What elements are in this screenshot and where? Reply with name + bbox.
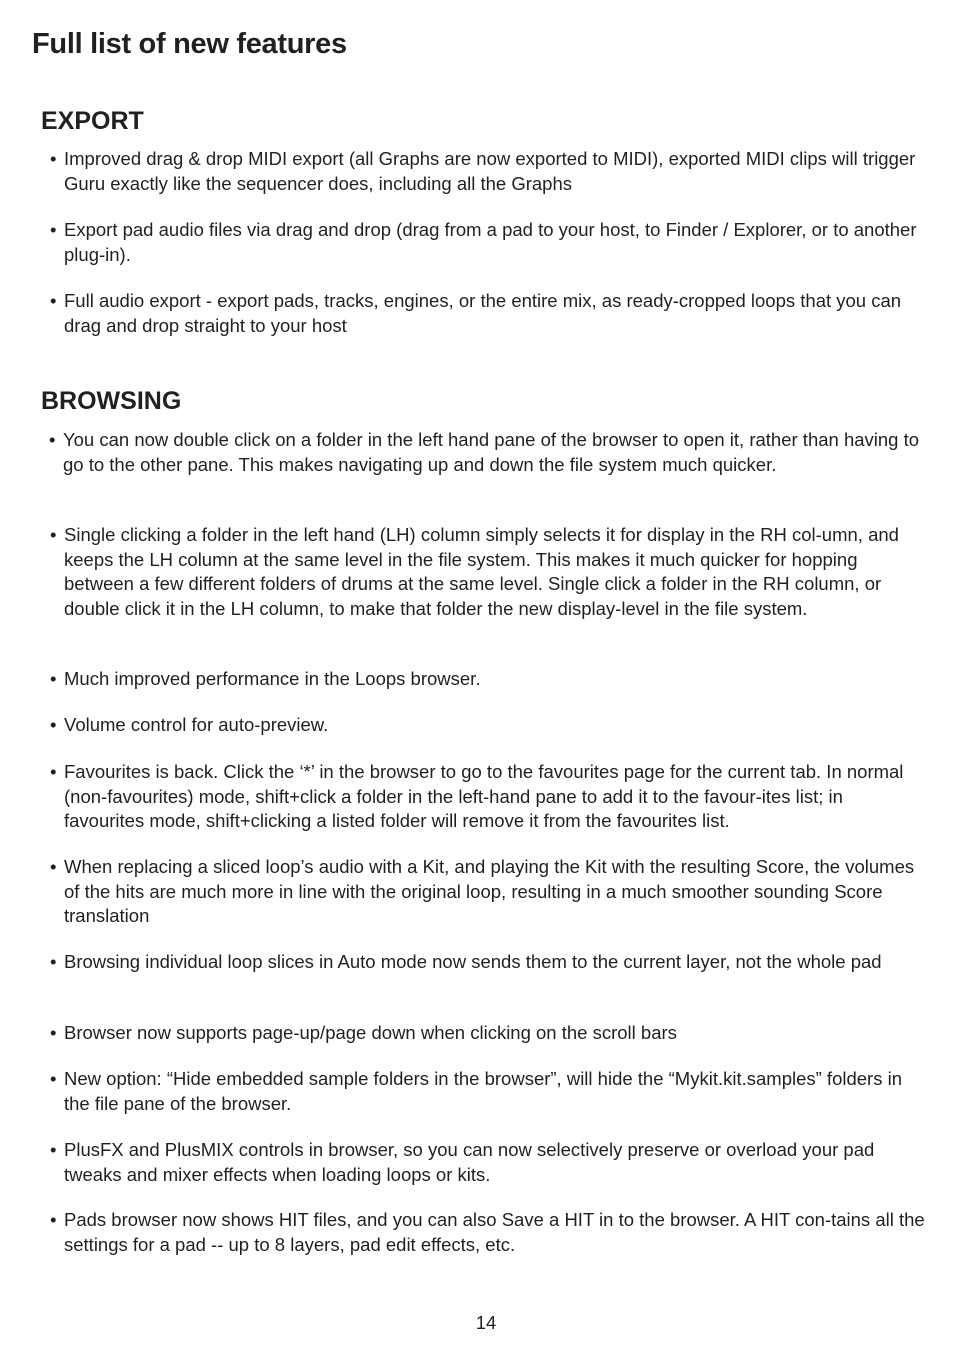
list-item-text: Export pad audio files via drag and drop (drag from a pad to your host, to Finder / Explorer, or to another plug-in). <box>64 219 917 265</box>
section-heading-browsing: BROWSING <box>41 387 182 415</box>
bullet-icon: • <box>50 290 57 311</box>
list-item <box>50 523 925 622</box>
list-item-text: You can now double click on a folder in the left hand pane of the browser to open it, rather than having to go to the other pane. This makes navigating up and down the file system much quicker. <box>63 429 920 475</box>
list-item <box>50 1208 925 1257</box>
list-item <box>50 1138 925 1187</box>
list-item <box>50 1067 925 1116</box>
list-item <box>50 218 925 267</box>
bullet-icon: • <box>50 761 57 782</box>
bullet-icon: • <box>50 856 57 877</box>
list-item-text: Pads browser now shows HIT files, and you can also Save a HIT in to the browser. A HIT con-tains all the settings for a pad -- up to 8 layers, pad edit effects, etc. <box>64 1209 925 1255</box>
bullet-icon: • <box>49 429 56 450</box>
list-item-text: Favourites is back. Click the ‘*’ in the browser to go to the favourites page for the current tab. In normal (non-favourites) mode, shift+click a folder in the left-hand pane to add it to the favour-ites list; in favourites mode, shift+clicking a listed folder will remove it from the favourites list. <box>64 761 904 832</box>
list-item-text: Improved drag & drop MIDI export (all Graphs are now exported to MIDI), exported MIDI clips will trigger Guru exactly like the sequencer does, including all the Graphs <box>64 148 916 194</box>
list-item-text: New option: “Hide embedded sample folders in the browser”, will hide the “Mykit.kit.samples” folders in the file pane of the browser. <box>64 1068 902 1114</box>
bullet-icon: • <box>50 951 57 972</box>
bullet-icon: • <box>50 1022 57 1043</box>
list-item <box>50 855 925 929</box>
bullet-icon: • <box>50 524 57 545</box>
list-item-text: Single clicking a folder in the left hand (LH) column simply selects it for display in the RH col-umn, and keeps the LH column at the same level in the file system. This makes it much quicker for hopping between a few different folders of drums at the same level. Single click a folder in the RH column, or double click it in the LH column, to make that folder the new display-level in the file system. <box>64 524 899 620</box>
list-item-text: PlusFX and PlusMIX controls in browser, so you can now selectively preserve or overload your pad tweaks and mixer effects when loading loops or kits. <box>64 1139 875 1185</box>
list-item-text: Browser now supports page-up/page down when clicking on the scroll bars <box>64 1022 677 1043</box>
list-item-text: Volume control for auto-preview. <box>64 714 329 735</box>
list-item <box>50 713 925 738</box>
list-item-text: Full audio export - export pads, tracks, engines, or the entire mix, as ready-cropped loops that you can drag and drop straight to your host <box>64 290 902 336</box>
section-heading-export: EXPORT <box>41 107 144 135</box>
page-number: 14 <box>475 1312 497 1333</box>
list-item <box>50 760 925 834</box>
list-item <box>49 428 921 477</box>
bullet-icon: • <box>50 714 57 735</box>
bullet-icon: • <box>50 1139 57 1160</box>
list-item <box>50 147 925 196</box>
list-item <box>50 667 925 692</box>
list-item <box>50 289 925 338</box>
list-item-text: Browsing individual loop slices in Auto mode now sends them to the current layer, not the whole pad <box>64 951 882 972</box>
bullet-icon: • <box>50 668 57 689</box>
bullet-icon: • <box>50 148 57 169</box>
list-item <box>50 950 925 975</box>
bullet-icon: • <box>50 1209 57 1230</box>
page-title: Full list of new features <box>32 28 347 60</box>
list-item-text: Much improved performance in the Loops browser. <box>64 668 481 689</box>
list-item <box>50 1021 925 1046</box>
list-item-text: When replacing a sliced loop’s audio with a Kit, and playing the Kit with the resulting Score, the volumes of the hits are much more in line with the original loop, resulting in a much smoother sounding Score translation <box>64 856 915 927</box>
bullet-icon: • <box>50 219 57 240</box>
bullet-icon: • <box>50 1068 57 1089</box>
